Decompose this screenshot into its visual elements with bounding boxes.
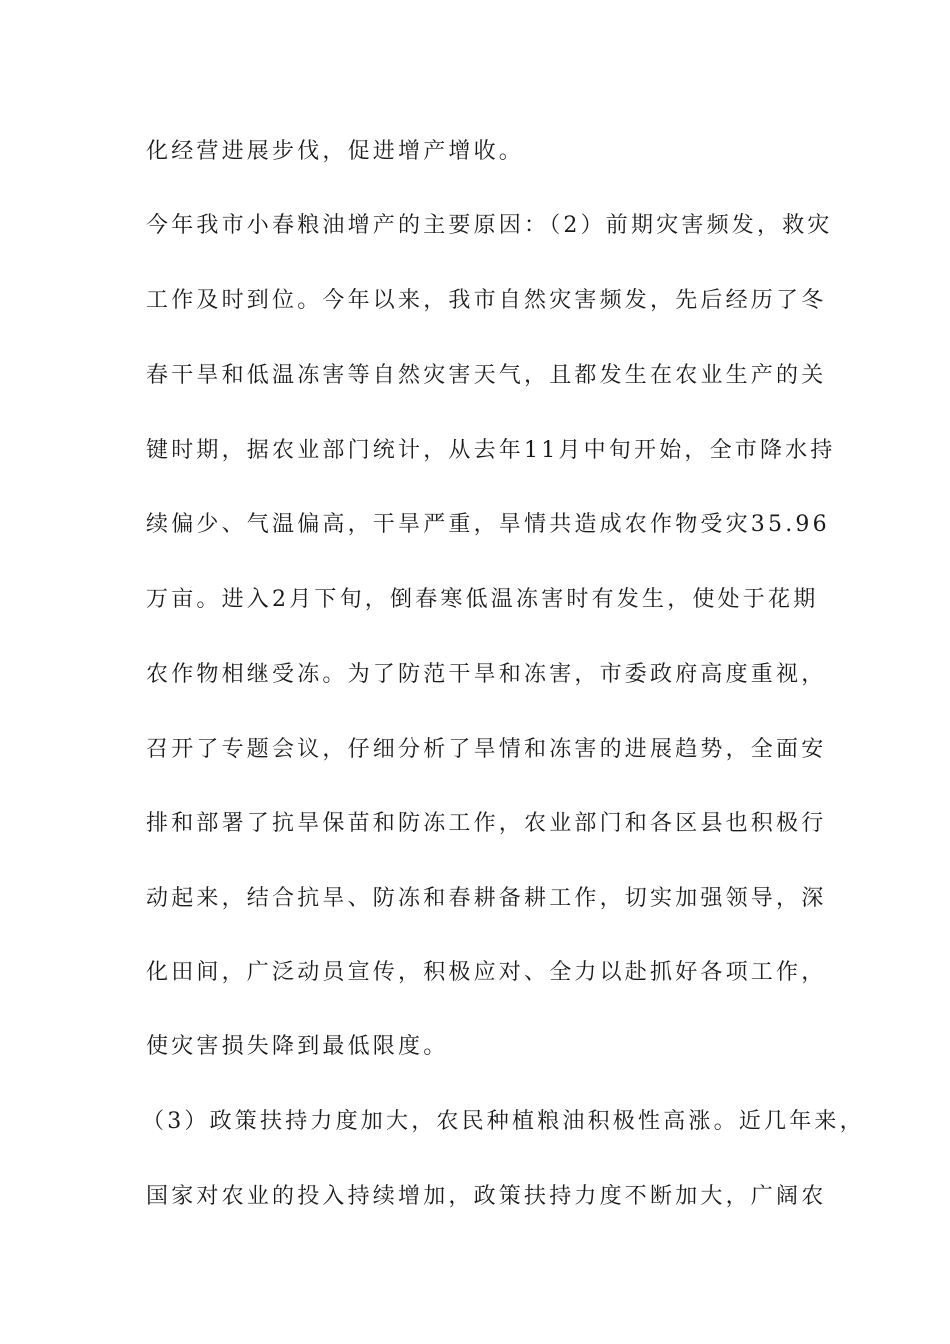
text-line-3: 工作及时到位。今年以来，我市自然灾害频发，先后经历了冬	[146, 288, 827, 313]
text-line-4: 春干旱和低温冻害等自然灾害天气，且都发生在农业生产的关	[146, 363, 827, 388]
text-line-12: 化田间，广泛动员宣传，积极应对、全力以赴抓好各项工作，	[146, 960, 827, 985]
text-line-1: 化经营进展步伐，促进增产增收。	[146, 139, 525, 164]
text-line-9: 召开了专题会议，仔细分析了旱情和冻害的进展趋势，全面安	[146, 737, 827, 762]
text-line-5: 键时期，据农业部门统计，从去年11月中旬开始，全市降水持	[146, 438, 836, 463]
text-line-6: 续偏少、气温偏高，干旱严重，旱情共造成农作物受灾35.96	[146, 512, 830, 537]
text-line-10: 排和部署了抗旱保苗和防冻工作，农业部门和各区县也积极行	[146, 811, 827, 836]
text-line-2: 今年我市小春粮油增产的主要原因：（2）前期灾害频发，救灾	[146, 213, 833, 238]
text-line-13: 使灾害损失降到最低限度。	[146, 1034, 449, 1059]
text-line-15: 国家对农业的投入持续增加，政策扶持力度不断加大，广阔农	[146, 1184, 827, 1209]
text-line-14: （3）政策扶持力度加大，农民种植粮油积极性高涨。近几年来，	[142, 1109, 865, 1134]
text-line-8: 农作物相继受冻。为了防范干旱和冻害，市委政府高度重视，	[146, 662, 827, 687]
text-line-7: 万亩。进入2月下旬，倒春寒低温冻害时有发生，使处于花期	[146, 587, 819, 612]
text-line-11: 动起来，结合抗旱、防冻和春耕备耕工作，切实加强领导，深	[146, 886, 827, 911]
